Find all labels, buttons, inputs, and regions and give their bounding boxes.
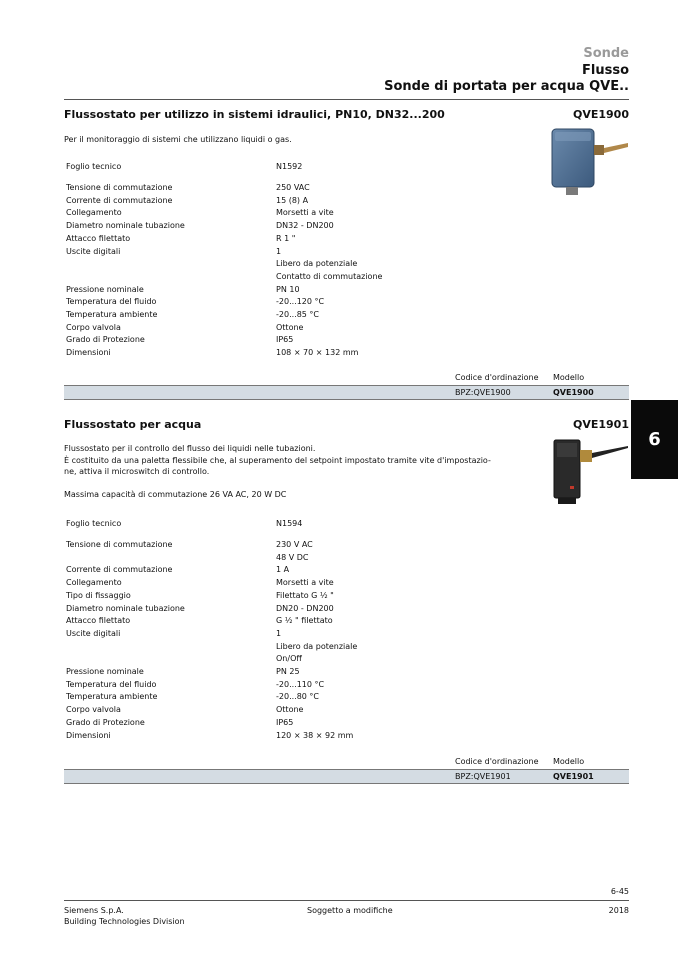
product1-image — [546, 125, 630, 197]
spec-value: 1 — [276, 246, 282, 256]
page-number: 6-45 — [610, 887, 629, 896]
header-divider — [64, 99, 629, 100]
spec-label: Attacco filettato — [66, 233, 131, 243]
spec-row — [66, 334, 382, 347]
order-code-header: Codice d'ordinazione — [455, 757, 539, 766]
spec-row — [66, 730, 357, 743]
spec-row — [66, 590, 357, 603]
spec-label: Tensione di commutazione — [66, 540, 173, 549]
spec-label: Corrente di commutazione — [66, 195, 173, 205]
spec-value: 108 × 70 × 132 mm — [276, 348, 359, 358]
spec-label: Pressione nominale — [66, 284, 144, 294]
spec-row — [66, 615, 357, 628]
product2-title: Flussostato per acqua — [64, 418, 202, 431]
product2-order-row — [64, 769, 629, 784]
footer-notice: Soggetto a modifiche — [307, 906, 393, 915]
spec-row — [66, 679, 357, 692]
spec-value: 15 (8) A — [276, 195, 309, 205]
spec-label: Grado di Protezione — [66, 335, 145, 345]
spec-row — [66, 717, 357, 730]
product2-intro — [64, 443, 491, 501]
product1-code: QVE1900 — [573, 108, 629, 121]
spec-row — [66, 309, 382, 322]
spec-row — [66, 347, 382, 360]
spec-row — [66, 296, 382, 309]
product1-title: Flussostato per utilizzo in sistemi idraulici, PN10, DN32...200 — [64, 108, 445, 121]
spec-value: Libero da potenziale — [276, 641, 358, 651]
spec-value: -20...110 °C — [276, 679, 325, 689]
spec-value: DN20 - DN200 — [276, 603, 334, 613]
spec-label: Temperatura ambiente — [66, 310, 158, 320]
model-value: QVE1900 — [553, 388, 594, 397]
spec-label: Pressione nominale — [66, 667, 144, 677]
spec-value: 230 V AC — [276, 540, 313, 549]
order-code-header: Codice d'ordinazione — [455, 373, 539, 382]
spec-value: 1 A — [276, 565, 290, 575]
footer-company: Siemens S.p.A. — [64, 906, 124, 915]
intro-line: Per il monitoraggio di sistemi che utilizzano liquidi o gas. — [64, 135, 292, 144]
spec-row — [66, 539, 357, 564]
product1-datasheet — [66, 161, 302, 174]
intro-line: Massima capacità di commutazione 26 VA AC, 20 W DC — [64, 490, 287, 499]
spec-row — [66, 161, 302, 174]
intro-line: Flussostato per il controllo del flusso dei liquidi nelle tubazioni. — [64, 444, 316, 453]
product2-specs — [66, 539, 357, 742]
order-code-value: BPZ:QVE1900 — [455, 388, 511, 397]
footer-divider — [64, 900, 629, 901]
spec-value: Morsetti a vite — [276, 208, 334, 218]
spec-value: IP65 — [276, 717, 294, 727]
model-header: Modello — [553, 373, 585, 382]
footer-company-block — [64, 905, 185, 927]
model-value: QVE1901 — [553, 772, 594, 781]
spec-value: 250 VAC — [276, 183, 310, 192]
spec-label: Tipo di fissaggio — [66, 590, 131, 600]
spec-label: Grado di Protezione — [66, 717, 145, 727]
spec-label: Temperatura del fluido — [66, 297, 157, 307]
footer-year: 2018 — [608, 906, 629, 915]
product2-code: QVE1901 — [573, 418, 629, 431]
spec-value: 48 V DC — [276, 552, 309, 562]
footer-division: Building Technologies Division — [64, 917, 185, 926]
datasheet-value[interactable]: N1594 — [276, 519, 303, 528]
spec-row — [66, 182, 382, 195]
spec-value: On/Off — [276, 654, 302, 664]
intro-line: ne, attiva il microswitch di controllo. — [64, 467, 210, 476]
spec-label: Diametro nominale tubazione — [66, 603, 185, 613]
spec-value: 120 × 38 × 92 mm — [276, 730, 354, 740]
spec-label: Collegamento — [66, 208, 122, 218]
intro-spacer — [64, 478, 491, 490]
spec-label: Dimensioni — [66, 730, 111, 740]
header-category: Sonde — [583, 46, 629, 61]
spec-row — [66, 195, 382, 208]
page-title: Sonde di portata per acqua QVE.. — [384, 79, 629, 94]
product2-datasheet — [66, 518, 302, 531]
spec-label: Uscite digitali — [66, 628, 121, 638]
spec-row — [66, 628, 357, 666]
spec-value: IP65 — [276, 335, 294, 345]
chapter-tab-label: 6 — [648, 429, 661, 450]
order-code-value: BPZ:QVE1901 — [455, 772, 511, 781]
spec-row — [66, 666, 357, 679]
spec-value: Ottone — [276, 322, 304, 332]
spec-label: Temperatura del fluido — [66, 679, 157, 689]
spec-value: DN32 - DN200 — [276, 221, 334, 231]
header-subcategory: Flusso — [582, 63, 629, 78]
spec-label: Corpo valvola — [66, 705, 121, 715]
spec-row — [66, 603, 357, 616]
spec-value: R 1 " — [276, 233, 296, 243]
spec-value: Ottone — [276, 705, 304, 715]
spec-row — [66, 691, 357, 704]
product1-specs — [66, 182, 382, 360]
chapter-tab[interactable] — [631, 400, 678, 479]
spec-value: PN 25 — [276, 667, 300, 677]
spec-value: -20...85 °C — [276, 310, 320, 320]
spec-row — [66, 284, 382, 297]
spec-value: Contatto di commutazione — [276, 271, 383, 281]
product1-intro — [64, 134, 292, 146]
spec-value: G ½ " filettato — [276, 616, 333, 626]
spec-label: Collegamento — [66, 578, 122, 588]
spec-value: Morsetti a vite — [276, 578, 334, 588]
datasheet-label: Foglio tecnico — [66, 519, 122, 528]
spec-row — [66, 233, 382, 246]
product2-image — [548, 434, 630, 510]
spec-value: -20...120 °C — [276, 297, 325, 307]
spec-label: Attacco filettato — [66, 616, 131, 626]
spec-row — [66, 577, 357, 590]
spec-row — [66, 207, 382, 220]
spec-label: Dimensioni — [66, 348, 111, 358]
spec-value: 1 — [276, 628, 282, 638]
spec-row — [66, 220, 382, 233]
spec-value: PN 10 — [276, 284, 300, 294]
spec-label: Corpo valvola — [66, 322, 121, 332]
spec-row — [66, 518, 302, 531]
spec-label: Temperatura ambiente — [66, 692, 158, 702]
spec-row — [66, 322, 382, 335]
model-header: Modello — [553, 757, 585, 766]
spec-value: Filettato G ½ " — [276, 590, 334, 600]
datasheet-value[interactable]: N1592 — [276, 162, 303, 171]
spec-label: Uscite digitali — [66, 246, 121, 256]
spec-value: -20...80 °C — [276, 692, 320, 702]
product1-order-row — [64, 385, 629, 400]
spec-label: Diametro nominale tubazione — [66, 221, 185, 231]
intro-line: È costituito da una paletta flessibile che, al superamento del setpoint impostato tramite vite d'impostazio- — [64, 455, 491, 465]
spec-label: Corrente di commutazione — [66, 565, 173, 575]
spec-value: Libero da potenziale — [276, 259, 358, 269]
spec-row — [66, 564, 357, 577]
spec-label: Tensione di commutazione — [66, 183, 173, 192]
datasheet-label: Foglio tecnico — [66, 162, 122, 171]
spec-row — [66, 704, 357, 717]
spec-row — [66, 246, 382, 284]
